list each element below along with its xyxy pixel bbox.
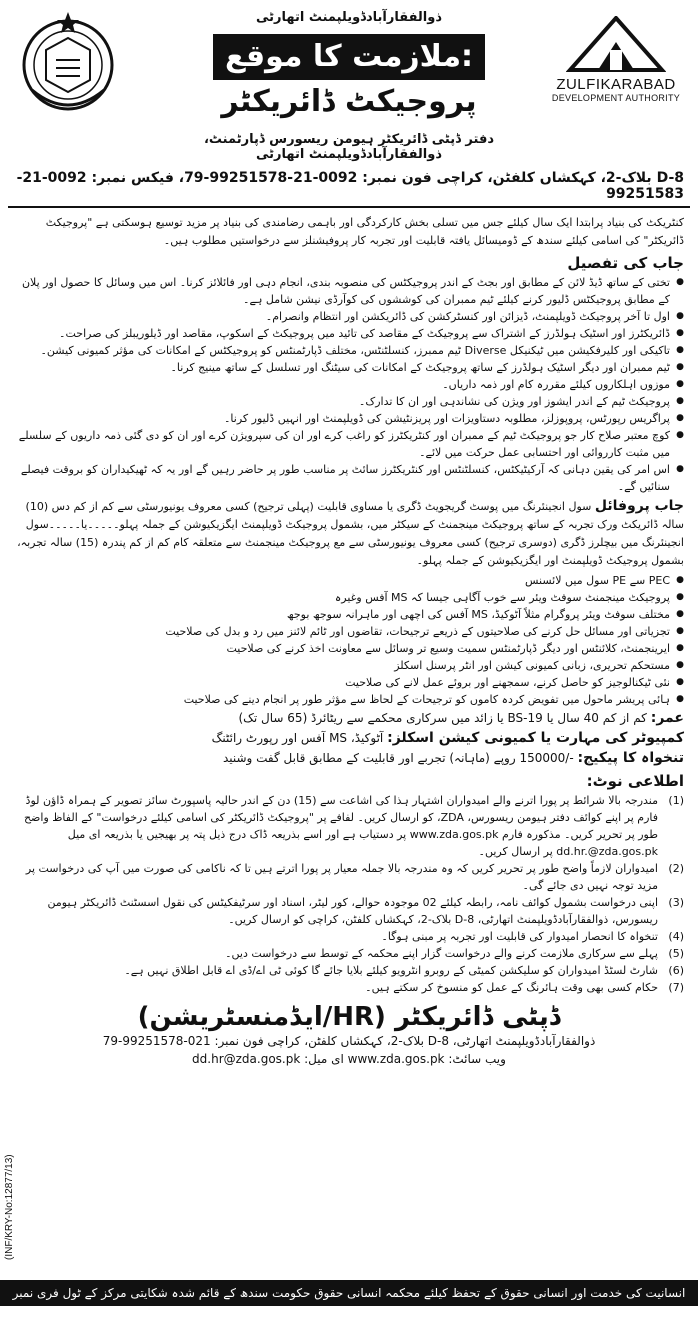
note-number: (5) (668, 947, 684, 960)
reference-number: (INF/KRY-No:12877/13) (4, 1154, 15, 1260)
age-text: کم از کم 40 سال یا BS-19 یا زائد میں سرکاری محکمے سے ریٹائرڈ (65 سال تک) (238, 711, 647, 725)
note-number: (3) (668, 896, 684, 909)
age-label: عمر: (650, 710, 684, 726)
note-item (14, 894, 684, 928)
signatory-address: ذوالفقارآبادڈویلپمنٹ اتھارٹی، D-8 بلاک-2، کہکشاں کلفٹن، کراچی فون نمبر: 021-99251578-79 (102, 1034, 596, 1048)
job-details-list (8, 274, 690, 495)
job-profile (8, 495, 690, 572)
zda-logo (546, 16, 686, 103)
note-text: مندرجہ بالا شرائط پر پورا اترنے والے امیدواران اشتہار ہذا کی اشاعت سے (15) دن کے اندر حالیہ پاسپورٹ سائز تصویر کے ہمراہ ڈاؤن لوڈ فارم پر اپنے کوائف دفتر ہیومن ریسورس، ZDA، کو ارسال کریں۔ لفافے پر "پروجیکٹ ڈائریکٹر کی اسامی کیلئے درخواست" کے الفاظ واضح طور پر تحریر کریں۔ مذکورہ فارم www.zda.gos.pk پر دستیاب ہے اور اسے بذریعہ ڈاک درج ذیل پتہ پر بھیجیں یا بذریعہ ای میل dd.hr.@zda.gos.pk پر ارسال کریں۔ (23, 794, 658, 858)
note-text: حکام کسی بھی وقت ہائرنگ کے عمل کو منسوخ کر سکتے ہیں۔ (365, 981, 658, 994)
job-profile-title: جاب پروفائل (594, 498, 684, 514)
header (8, 6, 690, 166)
job-profile-list (8, 572, 690, 708)
sindh-government-emblem (18, 10, 118, 120)
department-line: دفتر ڈپٹی ڈائریکٹر ہیومن ریسورس ڈپارٹمنٹ، ذوالفقارآبادڈویلپمنٹ اتھارٹی (203, 132, 494, 162)
list-item: ● مستحکم تحریری، زبانی کمیونی کیشن اور انٹر پرسنل اسکلز (14, 657, 684, 674)
list-item: ● مختلف سوفٹ ویئر پروگرام مثلاً آٹوکیڈ، MS آفس کی اچھی اور ماہرانہ سوجھ بوجھ (14, 606, 684, 623)
skills-label: کمپیوٹر کی مہارت یا کمیونی کیشن اسکلز: (387, 730, 684, 746)
note-item (14, 979, 684, 996)
note-text: تنخواہ کا انحصار امیدوار کی قابلیت اور تجربہ پر مبنی ہوگا۔ (381, 930, 658, 943)
list-item: ● اول تا آخر پروجیکٹ ڈویلپمنٹ، ڈیزائن اور کنسٹرکشن کی ڈائریکشن اور انتظام وانصرام۔ (14, 308, 684, 325)
logo-name: ZULFIKARABAD (556, 76, 676, 93)
intro-paragraph: کنٹریکٹ کی بنیاد پرابتدا ایک سال کیلئے جس میں تسلی بخش کارکردگی اور باہمی رضامندی کی بنیاد پر مزید توسیع ہوسکتی ہے "پروجیکٹ ڈائریکٹر" کی اسامی کیلئے سندھ کے ڈومیسائل یافتہ قابلیت اور تجربہ کار پروفیشنلز سے درخواستیں مطلوب ہیں۔ (45, 216, 684, 247)
notes-list (8, 792, 690, 996)
note-number: (2) (668, 862, 684, 875)
note-item (14, 860, 684, 894)
list-item: ● کوچ معتبر صلاح کار جو پروجیکٹ ٹیم کے ممبران اور کنٹریکٹرز کو راغب کرے اور ان کی سپرویژن کرے اور ان کو دی گئی ذمہ داریوں کے سلسلے میں مثبت کارروائی اور احتسابی عمل حرکت میں لائے۔ (14, 427, 684, 461)
note-text: امیدواران لازماً واضح طور پر تحریر کریں کہ وہ مندرجہ بالا جملہ معیار پر پورا اترتے ہیں تا کہ ناکامی کی صورت میں آپ کی درخواست پر مزید توجہ نہیں دی جائے گی۔ (25, 862, 658, 892)
note-number: (4) (668, 930, 684, 943)
note-number: (6) (668, 964, 684, 977)
note-item (14, 928, 684, 945)
salary-text: -/150000 روپے (ماہانہ) تجربے اور قابلیت کے مطابق قابل گفت وشنید (222, 751, 574, 765)
zda-logo-icon (566, 16, 666, 72)
list-item: ● ٹیم ممبران اور دیگر اسٹیک ہولڈرز کے ساتھ پروجیکٹ کے امکانات کی سیٹنگ اور تسلسل کے ساتھ مینیج کرنا۔ (14, 359, 684, 376)
list-item: ● پراگریس رپورٹس، پروپوزلز، مطلوبہ دستاویزات اور پریزنٹیشن کی ڈویلپمنٹ اور انہیں ڈلیور کرنا۔ (14, 410, 684, 427)
list-item: ● ایرینجمنٹ، کلائنٹس اور دیگر ڈپارٹمنٹس سمیت وسیع تر وسائل سے معاونت اخذ کرنے کی صلاحیت (14, 640, 684, 657)
list-item: ● تجزیاتی اور مسائل حل کرنے کی صلاحیتوں کے ذریعے ترجیحات، تقاضوں اور ٹائم لائنز میں رد و بدل کی صلاحیت (14, 623, 684, 640)
list-item: ● PEC سے PE سول میں لائسنس (14, 572, 684, 589)
note-number: (7) (668, 981, 684, 994)
list-item: ● ہائی پریشر ماحول میں تفویض کردہ کاموں کو ترجیحات کے لحاظ سے مؤثر طور پر انجام دینے کی صلاحیت (14, 691, 684, 708)
list-item: ● تاکیکی اور کلیرفکیشن میں ٹیکنیکل Diverse ٹیم ممبرز، کنسلٹنٹس، مختلف ڈپارٹمنٹس کو پروجیکٹس کے امکانات کی مؤثر کمیونی کیشن۔ (14, 342, 684, 359)
note-text: شارٹ لسٹڈ امیدواران کو سلیکشن کمیٹی کے روبرو انٹرویو کیلئے بلایا جائے گا کوئی ٹی اے/ڈی اے قابل اطلاق نہیں ہے۔ (124, 964, 658, 977)
notes-title: اطلاعی نوٹ: (586, 772, 684, 790)
note-item (14, 792, 684, 860)
note-text: پہلے سے سرکاری ملازمت کرنے والے درخواست گزار اپنے محکمہ کے توسط سے درخواست دیں۔ (225, 947, 658, 960)
list-item: ● پروجیکٹ مینجمنٹ سوفٹ ویئر سے خوب آگاہی جیسا کہ MS آفس وغیرہ (14, 589, 684, 606)
headline-banner: ملازمت کا موقع: (213, 34, 485, 80)
note-item (14, 945, 684, 962)
note-text: اپنی درخواست بشمول کوائف نامہ، رابطہ کیلئے 02 موجودہ حوالے، کور لیٹر، اسناد اور سرٹیفکیٹس کی نقول اسسٹنٹ ڈائریکٹر ہیومن ریسورس، ذوالفقارآبادڈویلپمنٹ اتھارٹی، D-8 بلاک-2، کہکشاں کلفٹن، کراچی کو ارسال کریں۔ (47, 896, 658, 926)
salary-line (8, 748, 690, 768)
note-number: (1) (668, 794, 684, 807)
list-item: ● تختی کے ساتھ ڈیڈ لائن کے مطابق اور بجٹ کے اندر پروجیکٹس کی منصوبہ بندی، انجام دہی اور فائلائز کرنا۔ اس میں وسائل کا حصول اور پلان کے مطابق پروجیکٹس ڈلیور کرنے کیلئے ٹیم ممبران کی کوششوں کی کوآرڈی نیشن شامل ہے۔ (14, 274, 684, 308)
skills-text: آٹوکیڈ، MS آفس اور رپورٹ رائٹنگ (211, 731, 384, 745)
job-profile-text: سول انجینئرنگ میں پوسٹ گریجویٹ ڈگری یا مساوی قابلیت (پہلی ترجیح) کسی معروف یونیورسٹی سے کم از کم دس (10) سالہ ڈائریکٹ ورک تجربہ کے ساتھ پروجیکٹ مینجمنٹ کے سیکٹر میں، بشمول پروجیکٹ ڈویلپمنٹ ایگزیکیوشن کے جملہ پہلو۔۔۔۔۔یا۔۔۔۔۔سول انجینئرنگ میں بیچلرز ڈگری (دوسری ترجیح) کسی معروف یونیورسٹی سے مع پروجیکٹ مینجمنٹ سے متعلقہ کام کم از کم پندرہ (15) سالہ تجربہ، بشمول پروجیکٹ ڈویلپمنٹ اور ایگزیکیوشن کے جملہ پہلو۔ (17, 500, 684, 567)
org-name: ذوالفقارآبادڈویلپمنٹ اتھارٹی (255, 10, 443, 25)
logo-subtitle: DEVELOPMENT AUTHORITY (551, 93, 681, 103)
footer-banner: انسانیت کی خدمت اور انسانی حقوق کے تحفظ کیلئے محکمہ انسانی حقوق حکومت سندھ کے قائم شدہ شکایتی مرکز کے ٹول فری نمبر 000-0800 پر مفت رابطہ کریں (0, 1280, 698, 1306)
age-line (8, 708, 690, 728)
job-title-heading: پروجیکٹ ڈائریکٹر (221, 84, 477, 119)
contact-bar: D-8 بلاک-2، کہکشاں کلفٹن، کراچی فون نمبر: 0092-21-99251578-79، فیکس نمبر: 0092-21-99251583 (8, 166, 690, 208)
list-item: ● ڈائریکٹرز اور اسٹیک ہولڈرز کے اشتراک سے پروجیکٹ کے مقاصد کی تائید میں پروجیکٹ کے اسکوپ، مقاصد اور ڈیلوریبلز کی صراحت۔ (14, 325, 684, 342)
job-details-title: جاب کی تفصیل (567, 254, 684, 272)
list-item: ● موزوں اہلکاروں کیلئے مقررہ کام اور ذمہ داریاں۔ (14, 376, 684, 393)
signatory-web: ویب سائٹ: www.zda.gos.pk ای میل: dd.hr@zda.gos.pk (192, 1052, 506, 1066)
note-item (14, 962, 684, 979)
list-item: ● اس امر کی یقین دہانی کہ آرکیٹیکٹس، کنسلٹنٹس اور کنٹریکٹرز سائٹ پر مناسب طور پر حاضر رہیں گے اور یہ کہ ٹھیکیداران کو بروقت فیصلے سنائیں گے۔ (14, 461, 684, 495)
signatory-title: ڈپٹی ڈائریکٹر (HR/ایڈمنسٹریشن) (137, 1002, 561, 1032)
skills-line (8, 728, 690, 748)
list-item: ● پروجیکٹ ٹیم کے اندر ایشوز اور ویژن کی نشاندہی اور ان کا تدارک۔ (14, 393, 684, 410)
salary-label: تنخواہ کا پیکیج: (577, 750, 684, 766)
list-item: ● نئی ٹیکنالوجیز کو حاصل کرنے، سمجھنے اور بروئے عمل لانے کی صلاحیت (14, 674, 684, 691)
